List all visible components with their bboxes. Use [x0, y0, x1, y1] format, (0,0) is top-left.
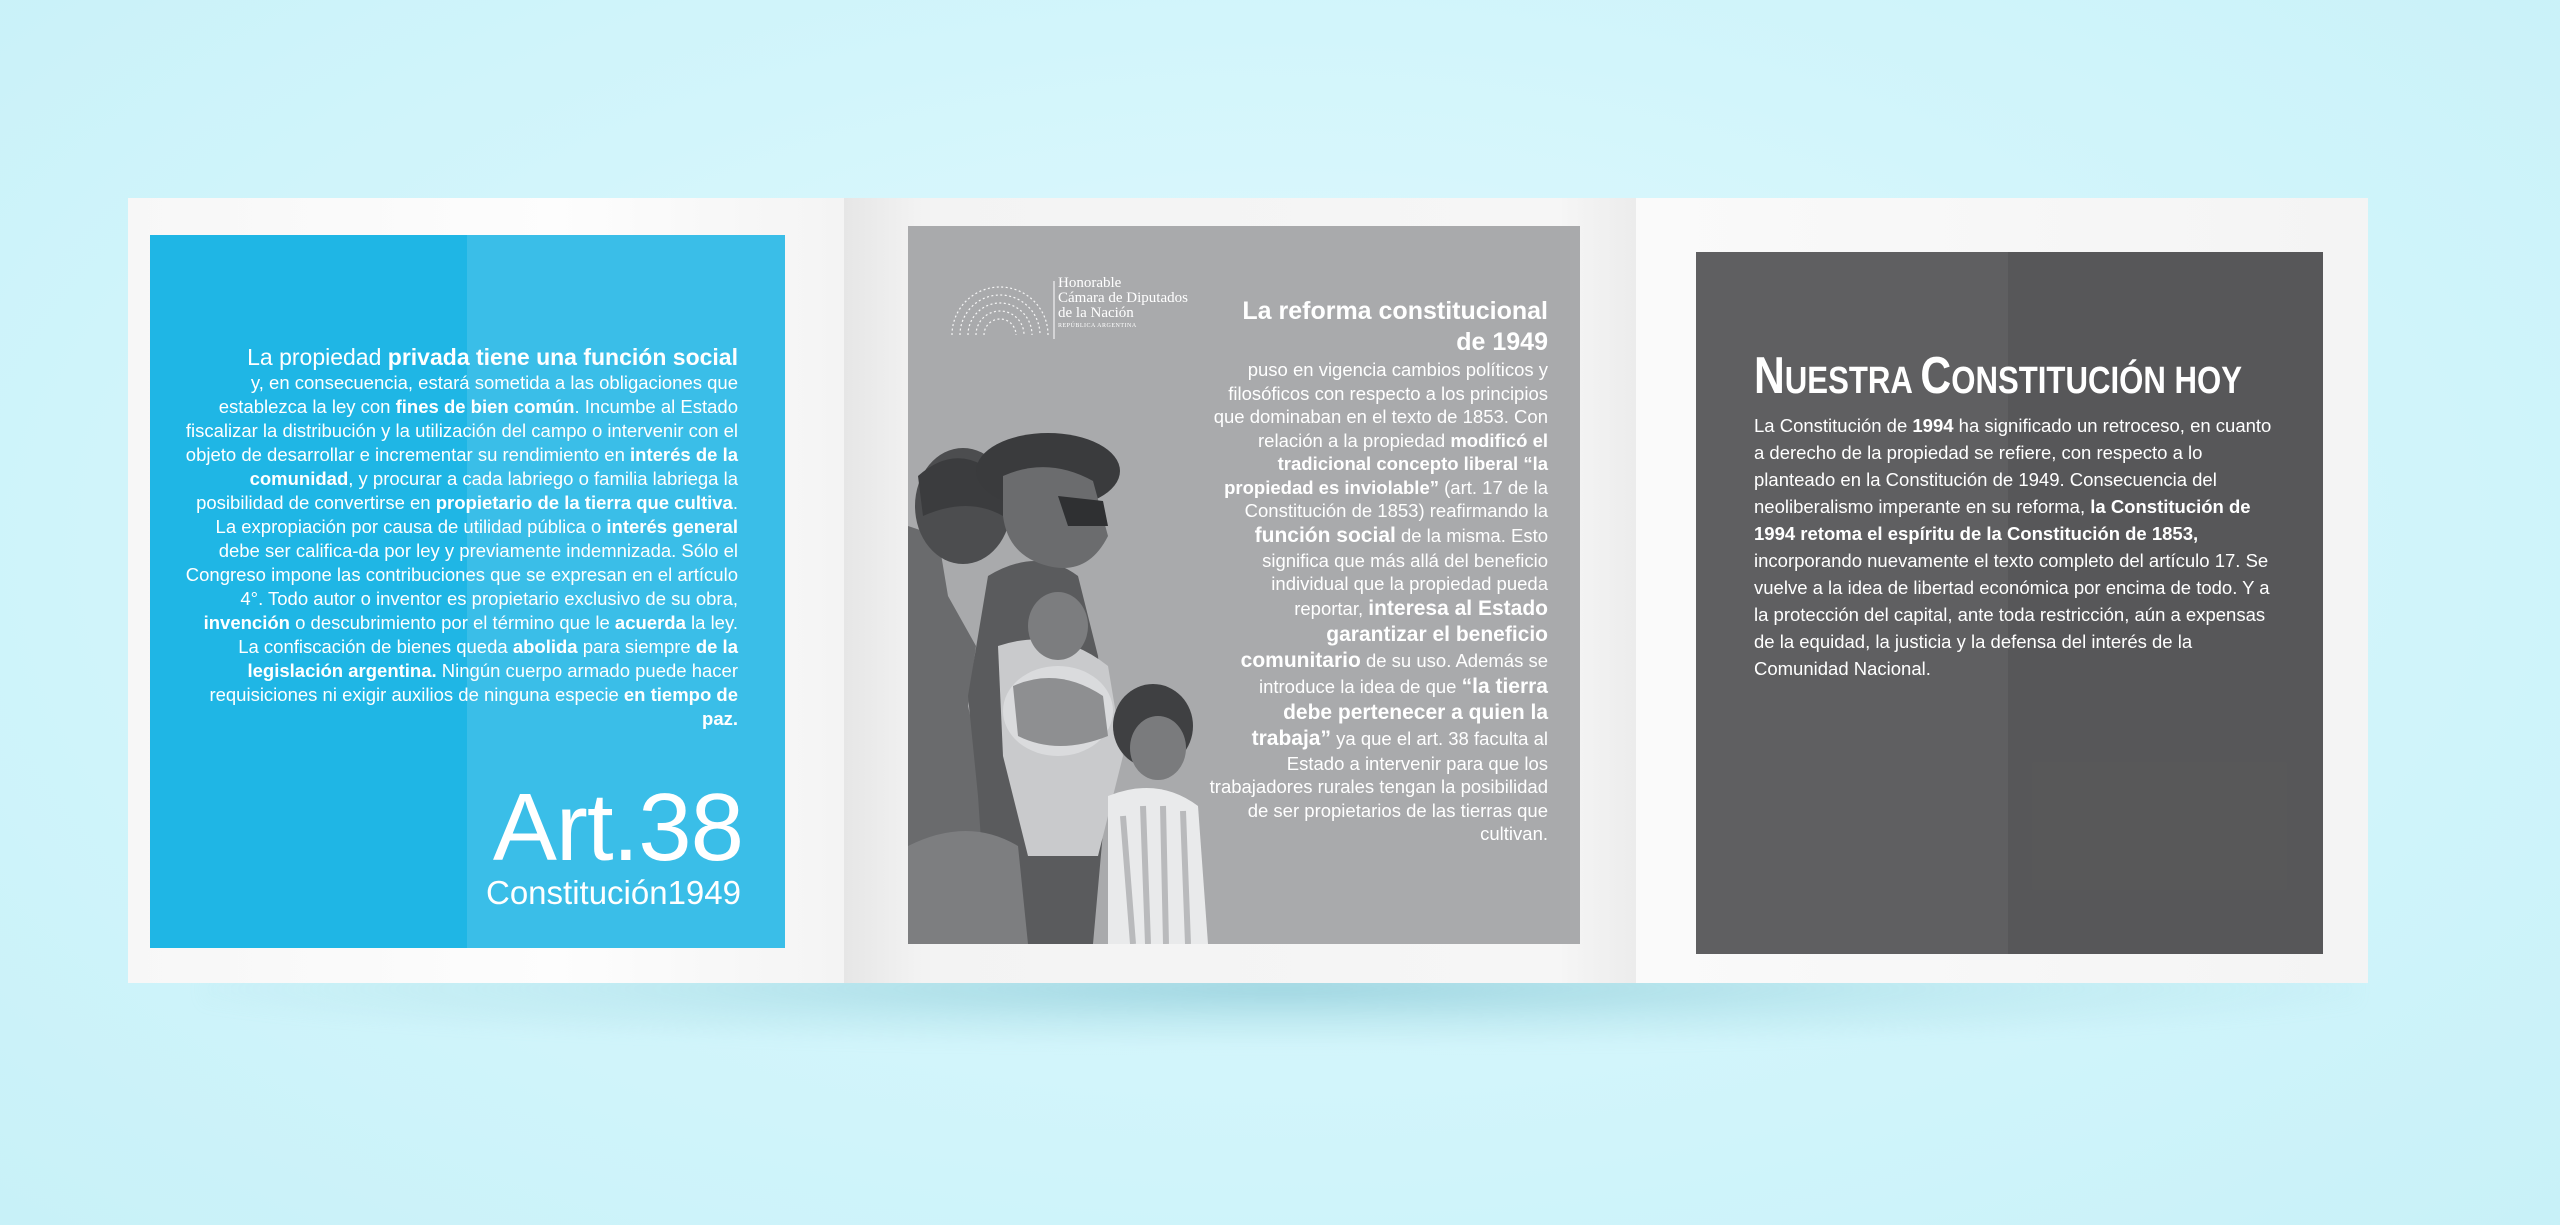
reform-bold: interesa al Estado garantizar el beneficio comunitario	[1240, 596, 1548, 672]
article-text: . La expropiación por causa de utilidad pública o	[215, 492, 738, 537]
article-38-box	[150, 235, 785, 948]
rural-workers-illustration	[908, 376, 1208, 944]
article-text: . Incumbe al Estado fiscalizar la distribución y la utilización del campo o intervenir con el objeto de desarrollar e incrementar su rendimiento en	[185, 396, 738, 465]
reform-1949-box	[908, 226, 1580, 944]
article-bold: propietario de la tierra que cultiva	[435, 492, 733, 513]
chamber-logo-text	[1058, 276, 1188, 331]
article-bold: acuerda	[614, 612, 686, 633]
title-cap: C	[1920, 347, 1952, 405]
logo-line: Cámara de Diputados	[1058, 290, 1188, 306]
article-38-text	[180, 343, 738, 731]
constitution-today-box	[1696, 252, 2323, 954]
article-text: y, en consecuencia, estará sometida a las obligaciones que establezca la ley con	[218, 372, 738, 417]
constitution-today-text	[1754, 412, 2274, 682]
article-bold: abolida	[512, 636, 578, 657]
article-text: , y procurar a cada labriego o familia labriega la posibilidad de convertirse en	[196, 468, 738, 513]
article-intro-bold: privada tiene una función social	[387, 344, 738, 370]
reform-1949-title: La reforma constitucional de 1949	[1242, 297, 1548, 356]
article-number: Art.38	[492, 774, 743, 881]
reform-text: puso en vigencia cambios políticos y filosóficos con respecto a los principios que dominaban en el texto de 1853. Con relación a la propiedad	[1213, 359, 1548, 451]
article-text: o descubrimiento por el término que le	[289, 612, 615, 633]
today-text: incorporando nuevamente el texto completo del artículo 17. Se vuelve a la idea de libertad económica por encima de todo. Y a la protección del capital, ante toda restricción, aún a expensas de la equidad, la justicia y la defensa del interés de la Comunidad Nacional.	[1754, 550, 2270, 679]
reform-1949-text	[1208, 296, 1548, 846]
article-bold: en tiempo de paz.	[623, 684, 738, 729]
reform-text: ya que el art. 38 faculta al Estado a intervenir para que los trabajadores rurales tengan la posibilidad de ser propietarios de las tierras que cultivan.	[1209, 727, 1548, 844]
article-intro: La propiedad	[247, 344, 388, 370]
title-rest: ONSTITUCIÓN HOY	[1951, 360, 2243, 402]
today-bold: la Constitución de 1994 retoma el espíritu de la Constitución de 1853,	[1754, 496, 2251, 544]
constitution-today-title	[1754, 347, 2243, 405]
reform-bold: función social	[1254, 523, 1396, 547]
article-bold: de la legislación argentina.	[247, 636, 738, 681]
title-cap: N	[1754, 347, 1785, 405]
article-bold: invención	[203, 612, 290, 633]
article-subtitle: Constitución1949	[485, 874, 741, 911]
logo-line: de la Nación	[1058, 305, 1134, 321]
article-text: la ley. La confiscación de bienes queda	[238, 612, 738, 657]
reform-bold: “la tierra debe pertenecer a quien la trabaja”	[1251, 674, 1548, 750]
reform-text: de la misma. Esto significa que más allá del beneficio individual que la propiedad pueda reportar,	[1262, 524, 1548, 619]
today-bold: 1994	[1912, 415, 1954, 436]
article-bold: fines de bien común	[395, 396, 575, 417]
today-text: ha significado un retroceso, en cuanto a derecho de la propiedad se refiere, con respecto a lo planteado en la Constitución de 1949. Consecuencia del neoliberalismo imperante en su reforma,	[1754, 415, 2272, 517]
logo-line: Honorable	[1058, 275, 1122, 291]
article-text: Ningún cuerpo armado puede hacer requisiciones ni exigir auxilios de ninguna especie	[209, 660, 738, 705]
article-text: para siempre	[577, 636, 696, 657]
logo-line: REPÚBLICA ARGENTINA	[1058, 323, 1137, 329]
article-bold: interés de la comunidad	[249, 444, 738, 489]
reform-text: de su uso. Además se introduce la idea de que	[1258, 649, 1548, 697]
today-text: La Constitución de	[1754, 415, 1913, 436]
article-text: debe ser califica-da por ley y previamente indemnizada. Sólo el Congreso impone las contribuciones que se expresan en el artículo 4°. Todo autor o inventor es propietario exclusivo de su obra,	[185, 540, 738, 609]
title-rest: UESTRA	[1784, 360, 1921, 402]
article-bold: interés general	[606, 516, 738, 537]
reform-bold: modificó el tradicional concepto liberal “la propiedad es inviolable”	[1224, 429, 1548, 498]
reform-text: (art. 17 de la Constitución de 1853) reafirmando la	[1244, 476, 1548, 521]
